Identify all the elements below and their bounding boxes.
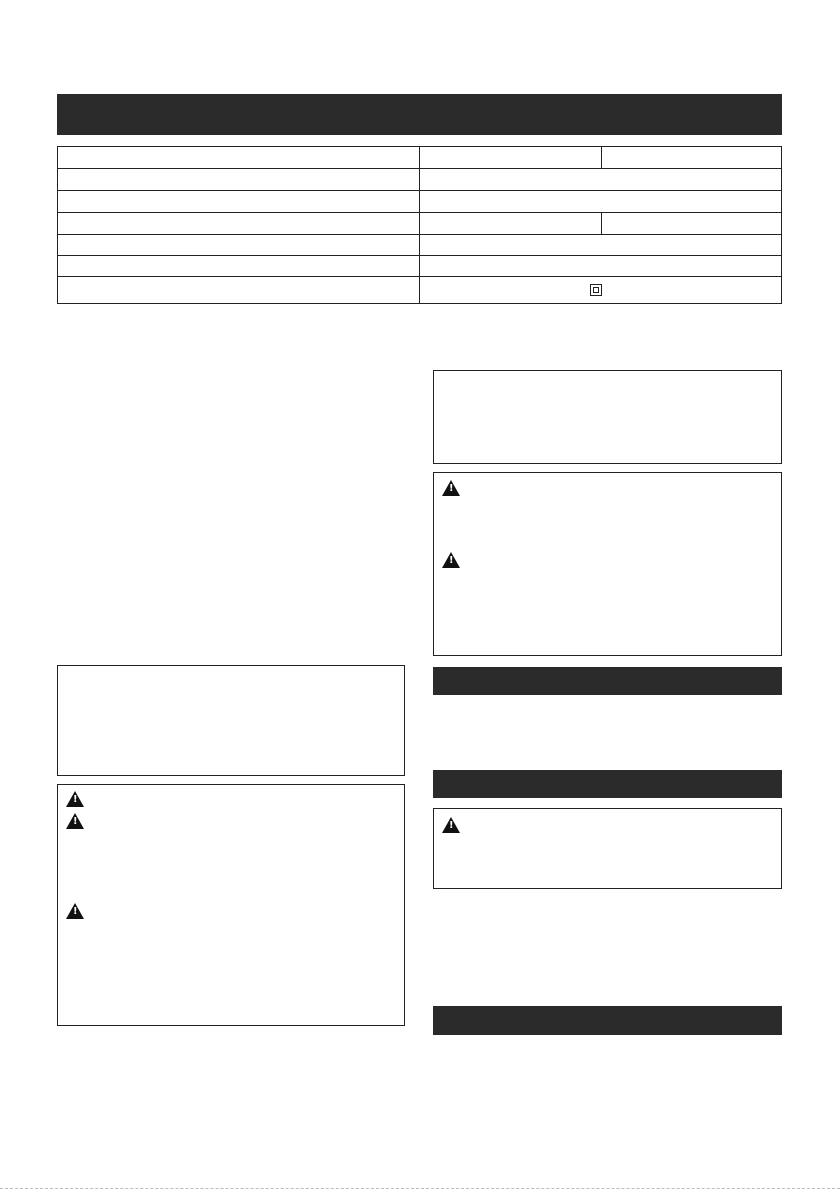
table-cell	[419, 256, 781, 276]
table-cell	[601, 147, 781, 168]
page-bottom-rule	[0, 1188, 840, 1189]
warning-box	[433, 472, 782, 656]
warning-box	[433, 808, 782, 889]
specifications-header-bar	[57, 94, 782, 135]
warning-triangle-icon	[66, 791, 84, 807]
double-insulation-icon	[590, 284, 602, 296]
table-cell	[419, 277, 781, 303]
specifications-table	[57, 146, 782, 304]
warning-triangle-icon	[442, 480, 460, 496]
note-box	[57, 665, 405, 776]
table-row	[58, 256, 781, 277]
table-cell	[419, 213, 601, 234]
section-bar	[433, 1006, 782, 1035]
table-cell	[419, 147, 601, 168]
warning-triangle-icon	[442, 817, 460, 833]
table-row	[58, 169, 781, 191]
table-row	[58, 147, 781, 169]
warning-box	[57, 784, 405, 1026]
section-bar	[433, 667, 782, 695]
table-row	[58, 213, 781, 235]
table-cell	[419, 169, 781, 190]
table-row	[58, 235, 781, 256]
warning-triangle-icon	[442, 552, 460, 568]
note-box	[433, 370, 782, 464]
section-bar	[433, 770, 782, 798]
warning-triangle-icon	[66, 813, 84, 829]
table-cell	[601, 213, 781, 234]
warning-triangle-icon	[66, 903, 84, 919]
table-row	[58, 277, 781, 303]
table-cell	[419, 191, 781, 212]
table-cell	[419, 235, 781, 255]
table-row	[58, 191, 781, 213]
